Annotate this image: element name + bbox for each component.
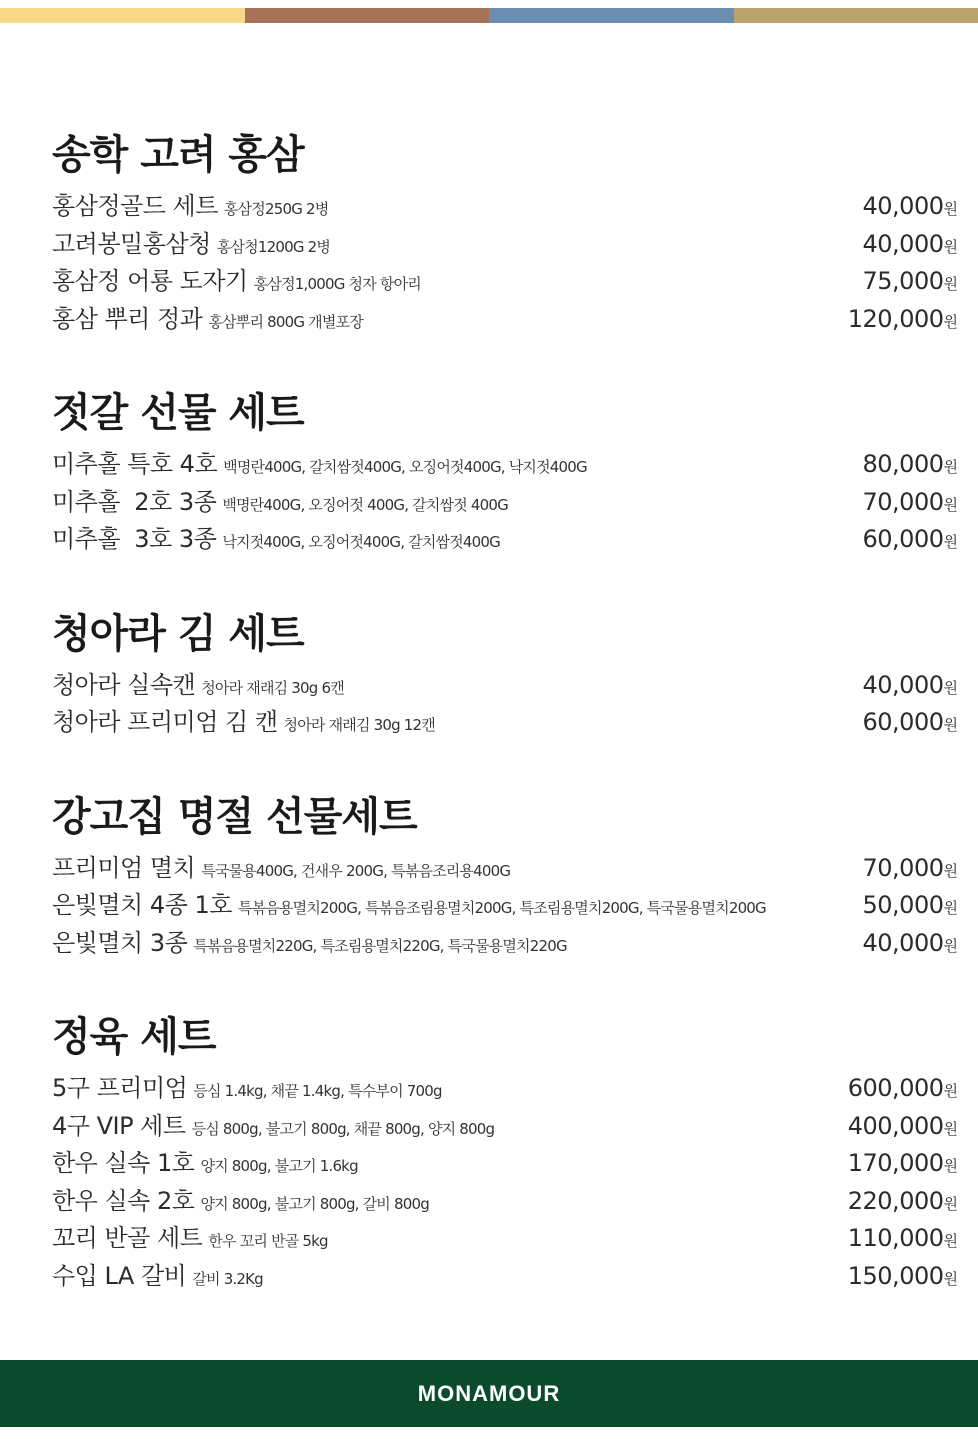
footer-bar bbox=[0, 1360, 978, 1427]
item-name: 청아라 프리미엄 김 캔 bbox=[52, 708, 278, 736]
price-unit: 원 bbox=[943, 861, 958, 880]
item-info bbox=[52, 224, 330, 259]
item-price bbox=[863, 671, 958, 699]
price-amount: 75,000 bbox=[862, 267, 944, 295]
menu-section bbox=[52, 388, 958, 557]
item-info bbox=[52, 1106, 494, 1141]
item-info bbox=[52, 299, 363, 334]
price-amount: 110,000 bbox=[847, 1224, 944, 1252]
menu-section bbox=[52, 609, 958, 740]
section-title: 정육 세트 bbox=[52, 1014, 216, 1060]
item-info bbox=[52, 1256, 263, 1291]
item-description: 낙지젓400G, 오징어젓400G, 갈치쌈젓400G bbox=[222, 533, 500, 551]
section-title: 청아라 김 세트 bbox=[52, 610, 304, 657]
price-amount: 150,000 bbox=[847, 1261, 944, 1290]
item-price bbox=[848, 1074, 958, 1102]
price-unit: 원 bbox=[943, 899, 958, 917]
item-info bbox=[52, 665, 344, 700]
item-info bbox=[52, 1181, 429, 1216]
item-name: 4구 VIP 세트 bbox=[52, 1111, 186, 1140]
price-unit: 원 bbox=[943, 1194, 958, 1213]
menu-item bbox=[52, 299, 958, 337]
item-info bbox=[52, 1218, 328, 1253]
price-amount: 600,000 bbox=[847, 1074, 944, 1102]
price-unit: 원 bbox=[943, 1269, 958, 1288]
price-unit: 원 bbox=[943, 312, 958, 331]
menu-section bbox=[52, 792, 958, 961]
item-name: 고려봉밀홍삼청 bbox=[52, 229, 211, 258]
item-info bbox=[52, 885, 766, 920]
price-amount: 220,000 bbox=[847, 1186, 944, 1215]
stripe-yellow bbox=[0, 8, 245, 23]
menu-item bbox=[52, 1181, 958, 1219]
menu-item bbox=[52, 1143, 958, 1181]
item-description: 청아라 재래김 30g 6캔 bbox=[201, 678, 344, 697]
item-description: 한우 꼬리 반골 5kg bbox=[208, 1232, 328, 1250]
price-amount: 70,000 bbox=[862, 853, 944, 882]
item-price bbox=[863, 708, 958, 736]
item-info bbox=[52, 261, 421, 296]
item-description: 특볶음용멸치220G, 특조림용멸치220G, 특국물용멸치220G bbox=[193, 936, 567, 955]
price-amount: 40,000 bbox=[862, 192, 944, 220]
item-price bbox=[863, 525, 958, 553]
price-unit: 원 bbox=[943, 533, 958, 551]
item-info bbox=[52, 444, 587, 479]
menu-item bbox=[52, 1106, 958, 1144]
item-description: 청아라 재래김 30g 12캔 bbox=[283, 716, 435, 734]
price-amount: 400,000 bbox=[847, 1111, 944, 1140]
section-title: 송학 고려 홍삼 bbox=[52, 132, 304, 178]
item-description: 홍삼청1200G 2병 bbox=[216, 237, 331, 256]
item-info bbox=[52, 1143, 358, 1178]
item-price bbox=[848, 1224, 958, 1252]
item-price bbox=[863, 488, 958, 516]
stripe-brown bbox=[245, 8, 490, 23]
menu-item bbox=[52, 186, 958, 224]
item-info bbox=[52, 186, 328, 221]
price-unit: 원 bbox=[943, 1119, 958, 1138]
item-info bbox=[52, 519, 500, 554]
section-title: 강고집 명절 선물세트 bbox=[52, 793, 417, 840]
item-info bbox=[52, 1068, 442, 1103]
gift-menu bbox=[52, 130, 958, 1345]
item-price bbox=[848, 1262, 958, 1290]
menu-item bbox=[52, 1068, 958, 1106]
item-price bbox=[863, 267, 958, 295]
item-name: 은빛멸치 4종 1호 bbox=[52, 891, 232, 919]
item-description: 특국물용400G, 건새우 200G, 특볶음조리용400G bbox=[201, 861, 511, 880]
item-description: 양지 800g, 불고기 1.6kg bbox=[200, 1157, 358, 1175]
item-name: 홍삼 뿌리 정과 bbox=[52, 304, 203, 333]
item-name: 청아라 실속캔 bbox=[52, 670, 196, 699]
price-unit: 원 bbox=[943, 200, 958, 218]
stripe-blue bbox=[489, 8, 734, 23]
item-name: 미추홀 3호 3종 bbox=[52, 525, 217, 553]
menu-item bbox=[52, 482, 958, 520]
item-name: 5구 프리미엄 bbox=[52, 1074, 188, 1102]
menu-item bbox=[52, 519, 958, 557]
menu-item bbox=[52, 702, 958, 740]
item-description: 양지 800g, 불고기 800g, 갈비 800g bbox=[200, 1194, 429, 1213]
price-unit: 원 bbox=[943, 716, 958, 734]
menu-section bbox=[52, 130, 958, 336]
item-name: 은빛멸치 3종 bbox=[52, 928, 188, 957]
price-amount: 80,000 bbox=[862, 450, 944, 478]
section-title: 젓갈 선물 세트 bbox=[52, 390, 304, 436]
menu-item bbox=[52, 261, 958, 299]
price-amount: 50,000 bbox=[862, 891, 944, 919]
stripe-gold bbox=[734, 8, 978, 23]
item-name: 홍삼정골드 세트 bbox=[52, 192, 218, 220]
item-info bbox=[52, 482, 508, 517]
item-description: 백명란400G, 오징어젓 400G, 갈치쌈젓 400G bbox=[222, 495, 508, 514]
item-description: 홍삼뿌리 800G 개별포장 bbox=[208, 312, 363, 331]
price-unit: 원 bbox=[943, 495, 958, 514]
item-description: 특볶음용멸치200G, 특볶음조림용멸치200G, 특조림용멸치200G, 특국물용멸치200G bbox=[237, 899, 766, 917]
price-unit: 원 bbox=[943, 1082, 958, 1100]
price-unit: 원 bbox=[943, 275, 958, 293]
item-price bbox=[863, 450, 958, 478]
item-name: 미추홀 특호 4호 bbox=[52, 450, 218, 478]
menu-item bbox=[52, 1218, 958, 1256]
price-unit: 원 bbox=[943, 237, 958, 256]
item-description: 홍삼정1,000G 청자 항아리 bbox=[253, 275, 421, 293]
menu-item bbox=[52, 444, 958, 482]
item-price bbox=[848, 1149, 958, 1177]
price-unit: 원 bbox=[943, 936, 958, 955]
brand-name: MONAMOUR bbox=[417, 1380, 561, 1406]
item-description: 등심 1.4kg, 채끝 1.4kg, 특수부이 700g bbox=[193, 1082, 442, 1100]
item-info bbox=[52, 702, 435, 737]
price-unit: 원 bbox=[943, 1157, 958, 1175]
menu-item bbox=[52, 848, 958, 886]
menu-item bbox=[52, 665, 958, 703]
item-info bbox=[52, 848, 510, 883]
item-price bbox=[863, 854, 958, 882]
price-unit: 원 bbox=[943, 678, 958, 697]
item-description: 홍삼정250G 2병 bbox=[223, 200, 329, 218]
item-price bbox=[863, 891, 958, 919]
item-price bbox=[848, 305, 958, 333]
item-price bbox=[848, 1187, 958, 1215]
price-amount: 60,000 bbox=[862, 525, 944, 553]
color-stripe-bar bbox=[0, 8, 978, 23]
price-amount: 70,000 bbox=[862, 487, 944, 516]
menu-item bbox=[52, 224, 958, 262]
menu-item bbox=[52, 923, 958, 961]
item-price bbox=[863, 929, 958, 957]
item-price bbox=[863, 192, 958, 220]
price-amount: 120,000 bbox=[847, 304, 944, 333]
price-unit: 원 bbox=[943, 1232, 958, 1250]
price-amount: 170,000 bbox=[847, 1149, 944, 1177]
item-name: 한우 실속 2호 bbox=[52, 1186, 195, 1215]
price-amount: 40,000 bbox=[862, 670, 944, 699]
menu-item bbox=[52, 1256, 958, 1294]
item-name: 홍삼정 어룡 도자기 bbox=[52, 267, 248, 295]
item-description: 갈비 3.2Kg bbox=[192, 1269, 263, 1288]
item-description: 백명란400G, 갈치쌈젓400G, 오징어젓400G, 낙지젓400G bbox=[223, 458, 587, 476]
item-price bbox=[848, 1112, 958, 1140]
item-name: 미추홀 2호 3종 bbox=[52, 487, 217, 516]
price-amount: 40,000 bbox=[862, 928, 944, 957]
price-amount: 60,000 bbox=[862, 708, 944, 736]
item-info bbox=[52, 923, 567, 958]
price-amount: 40,000 bbox=[862, 229, 944, 258]
item-price bbox=[863, 230, 958, 258]
item-name: 한우 실속 1호 bbox=[52, 1149, 195, 1177]
price-unit: 원 bbox=[943, 458, 958, 476]
item-name: 프리미엄 멸치 bbox=[52, 853, 196, 882]
item-name: 꼬리 반골 세트 bbox=[52, 1224, 203, 1252]
item-name: 수입 LA 갈비 bbox=[52, 1261, 187, 1290]
menu-item bbox=[52, 885, 958, 923]
item-description: 등심 800g, 불고기 800g, 채끝 800g, 양지 800g bbox=[191, 1119, 495, 1138]
menu-section bbox=[52, 1012, 958, 1293]
